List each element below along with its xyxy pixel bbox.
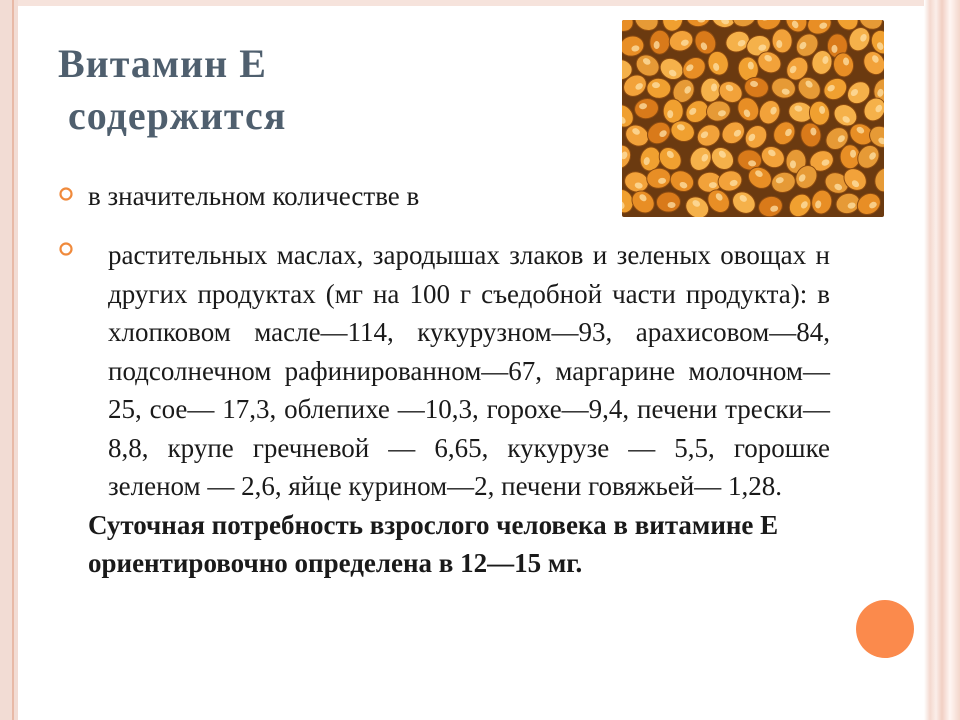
bullet-text-2: растительных маслах, зародышах злаков и зеленых овощах н других продуктах (мг на 100 г съедобной части продукта): в хлопковом масле—114, кукурузном—93, арахисовом—84, подсолнечном рафинированном—67, маргарине молочном—25, сое— 17,3, облепихе —10,3, горохе—9,4, печени трески—8,8, крупе гречневой — 6,65, кукурузе — 5,5, горошке зеленом — 2,6, яйце курином—2, печени говяжьей— 1,28. xyxy=(108,240,830,501)
corn-kernels-photo xyxy=(622,20,884,217)
daily-requirement-text: Суточная потребность взрослого человека в витамине Е ориентировочно определена в 12—15 мг. xyxy=(88,509,779,578)
title-line-2: содержится xyxy=(68,93,287,138)
bullet-icon xyxy=(58,241,74,257)
title-line-1: Витамин Е xyxy=(58,41,267,86)
slide-frame-top xyxy=(18,0,924,6)
bullet-text-1: в значительном количестве в xyxy=(88,181,420,211)
corn-kernels-image xyxy=(622,20,884,217)
slide-title xyxy=(58,38,286,142)
bullet-icon xyxy=(58,186,74,202)
accent-circle xyxy=(856,600,914,658)
slide-frame-right xyxy=(924,0,960,720)
slide-frame-left xyxy=(0,0,18,720)
bullet-text-2-block xyxy=(88,236,830,583)
